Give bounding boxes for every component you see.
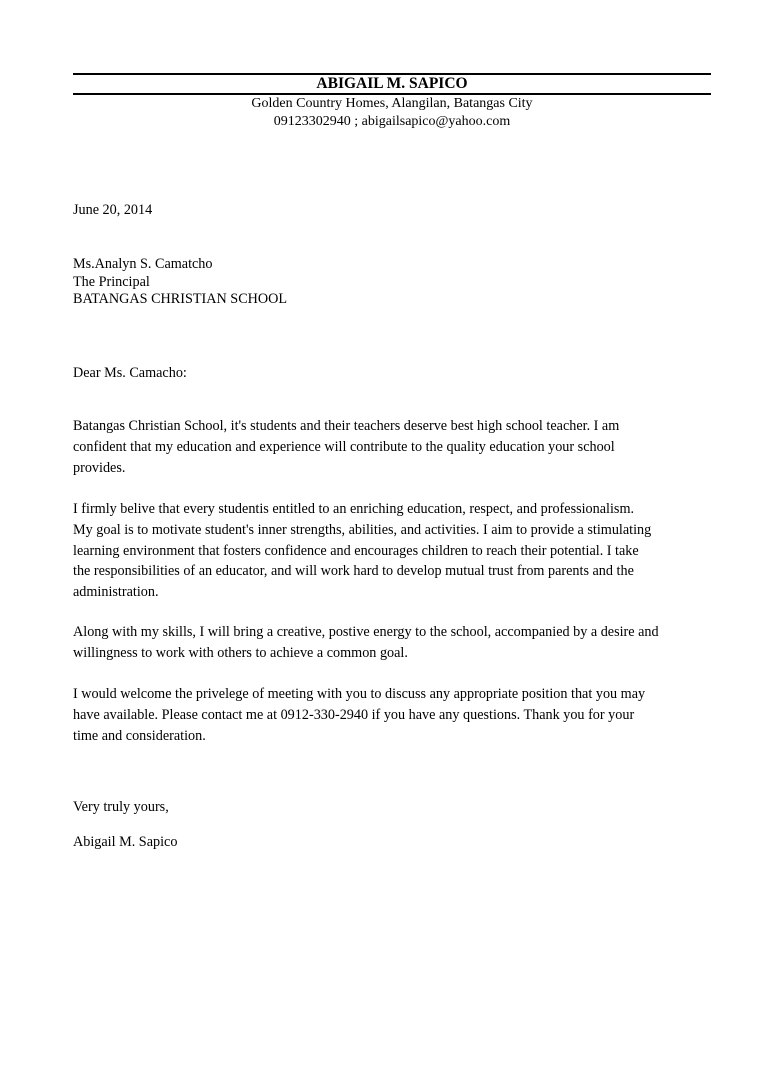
sender-name: ABIGAIL M. SAPICO xyxy=(316,75,468,92)
body-paragraph-4 xyxy=(73,684,733,746)
letter-date: June 20, 2014 xyxy=(73,202,153,218)
paragraph-line: confident that my education and experience will contribute to the quality education your school xyxy=(73,438,615,455)
paragraph-line: I would welcome the privelege of meeting with you to discuss any appropriate position that you may xyxy=(73,686,646,702)
body-paragraph-3 xyxy=(73,622,733,664)
paragraph-line: I firmly belive that every studentis entitled to an enriching education, respect, and professionalism. xyxy=(73,501,635,517)
paragraph-line: Along with my skills, I will bring a creative, postive energy to the school, accompanied by a desire and xyxy=(73,624,659,640)
paragraph-line: willingness to work with others to achieve a common goal. xyxy=(73,644,408,661)
salutation: Dear Ms. Camacho: xyxy=(73,365,187,381)
recipient-block xyxy=(73,256,718,309)
body-paragraph-1 xyxy=(73,416,733,478)
recipient-title: The Principal xyxy=(73,273,150,290)
paragraph-line: learning environment that fosters confidence and encourages children to reach their potential. I take xyxy=(73,542,639,559)
recipient-organization: BATANGAS CHRISTIAN SCHOOL xyxy=(73,291,288,307)
paragraph-line: provides. xyxy=(73,459,126,476)
paragraph-line: administration. xyxy=(73,584,159,601)
paragraph-line: Batangas Christian School, it's students and their teachers deserve best high school teacher. I am xyxy=(73,418,620,434)
paragraph-line: time and consideration. xyxy=(73,727,206,744)
sender-contact: 09123302940 ; abigailsapico@yahoo.com xyxy=(273,114,511,129)
paragraph-line: the responsibilities of an educator, and will work hard to develop mutual trust from parents and the xyxy=(73,563,634,580)
recipient-name: Ms.Analyn S. Camatcho xyxy=(73,256,213,272)
body-paragraph-2 xyxy=(73,499,733,603)
sender-address: Golden Country Homes, Alangilan, Batangas City xyxy=(251,96,533,111)
paragraph-line: have available. Please contact me at 0912-330-2940 if you have any questions. Thank you for your xyxy=(73,706,635,723)
paragraph-line: My goal is to motivate student's inner strengths, abilities, and activities. I aim to provide a stimulating xyxy=(73,521,652,538)
closing: Very truly yours, xyxy=(73,799,169,815)
signature-name: Abigail M. Sapico xyxy=(73,834,178,850)
